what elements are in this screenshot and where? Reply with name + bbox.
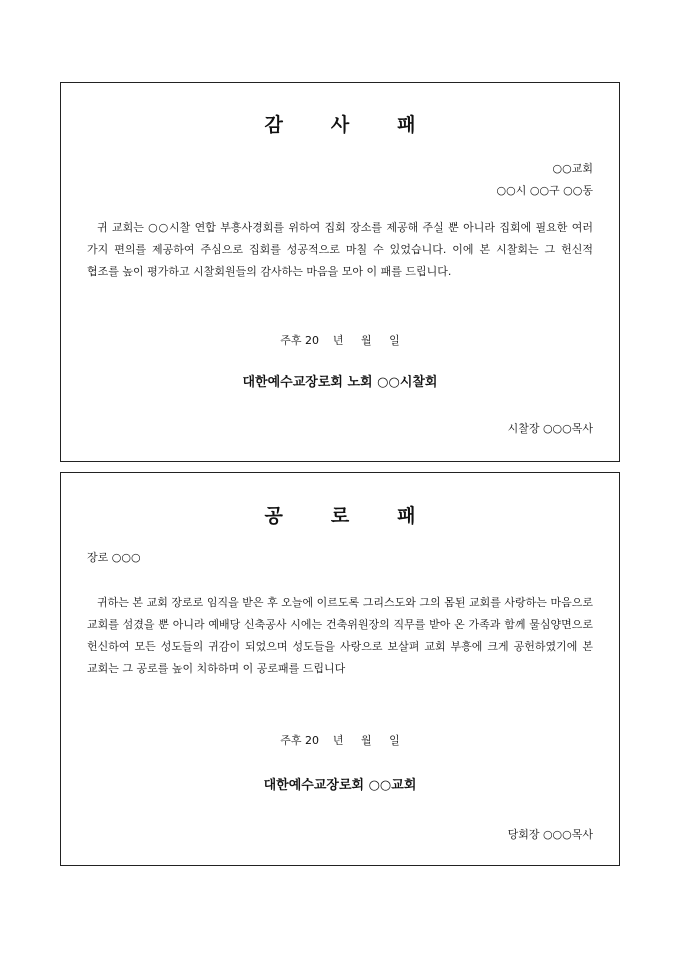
- title-char: 로: [330, 505, 350, 527]
- plaque-title: [61, 110, 619, 137]
- merit-plaque: [60, 472, 620, 866]
- organization-name: 대한예수교장로회 ○○교회: [263, 778, 417, 793]
- date-line: 주후 20 년 월 일: [280, 334, 400, 347]
- recipient-address: ○○시 ○○구 ○○동: [496, 184, 593, 197]
- recipient-name: ○○교회: [552, 162, 593, 175]
- plaque-title: [61, 501, 619, 528]
- plaque-body: 귀 교회는 ○○시찰 연합 부흥사경회를 위하여 집회 장소를 제공해 주실 뿐 아니라 집회에 필요한 여러 가지 편의를 제공하여 주심으로 집회를 성공적으로 마칠 수 있었습니다. 이에 본 시찰회는 그 헌신적 협조를 높이 평가하고 시찰회원들의 감사하는 마음을 모아 이 패를 드립니다.: [87, 221, 593, 278]
- thanks-plaque: [60, 82, 620, 462]
- title-char: 공: [264, 505, 283, 527]
- signer: 당회장 ○○○목사: [507, 828, 593, 841]
- signer: 시찰장 ○○○목사: [507, 422, 593, 435]
- title-char: 감: [264, 114, 283, 136]
- recipient: 장로 ○○○: [87, 551, 141, 564]
- title-char: 패: [397, 505, 416, 527]
- title-char: 패: [397, 114, 416, 136]
- date-line: 주후 20 년 월 일: [280, 734, 400, 747]
- plaque-body: 귀하는 본 교회 장로로 임직을 받은 후 오늘에 이르도록 그리스도와 그의 몸된 교회를 사랑하는 마음으로 교회를 섬겼을 뿐 아니라 예배당 신축공사 시에는 건축위원장의 직무를 받아 온 가족과 함께 물심양면으로 헌신하여 모든 성도들의 귀감이 되었으며 성도들을 사랑으로 보살펴 교회 부흥에 크게 공헌하였기에 본 교회는 그 공로를 높이 치하하며 이 공로패를 드립니다: [87, 596, 593, 675]
- title-char: 사: [330, 114, 350, 136]
- organization-name: 대한예수교장로회 노회 ○○시찰회: [242, 375, 438, 390]
